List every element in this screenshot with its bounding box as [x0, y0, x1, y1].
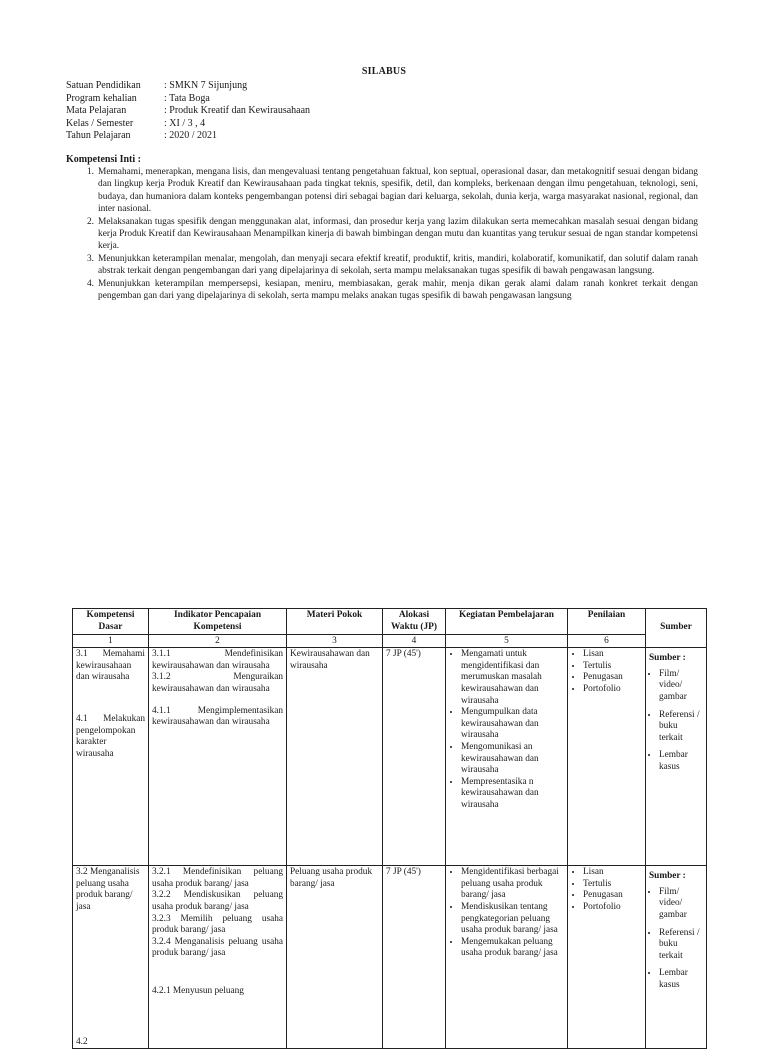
ki-item — [66, 216, 698, 253]
kd-cell — [73, 866, 149, 1049]
ki-text: Memahami, menerapkan, mengana lisis, dan mengevaluasi tentang pengetahuan faktual, kon septual, operasional dasar, dan metakognitif sesuai dengan bidang dan lingkup kerja Produk Kreatif dan Kewirausahaan pada tingkat teknis, spesifik, detil, dan kompleks, berkenaan dengan ilmu pengetahuan, teknologi, seni, budaya, dan humaniora dalam konteks pengembangan potensi diri sebagai bagian dari keluarga, sekolah, dunia kerja, warga masyarakat nasional, regional, dan inter nasional. — [98, 167, 698, 215]
sumber-title: Sumber : — [649, 653, 686, 664]
sumber-item: • Referensi / buku terkait — [659, 928, 703, 963]
sumber-item: • Film/ video/ gambar — [659, 669, 703, 704]
indikator-text: 4.2.1 Menyusun peluang — [152, 985, 244, 996]
sumber-item: • Lembar kasus — [659, 750, 703, 773]
ki-item — [66, 253, 698, 278]
ki-item — [66, 278, 698, 303]
penilaian-cell — [568, 866, 646, 1049]
sumber-item: • Film/ video/ gambar — [659, 887, 703, 922]
meta-row — [66, 80, 310, 93]
kd-text: 3.1 Memahami kewirausahaan dan wirausaha — [76, 649, 145, 683]
kegiatan-cell — [446, 648, 568, 866]
penilaian-cell — [568, 648, 646, 866]
meta-value: : Produk Kreatif dan Kewirausahaan — [164, 105, 311, 117]
ki-item — [66, 166, 698, 216]
meta-label: Tahun Pelajaran — [66, 130, 131, 142]
syllabus-metadata — [66, 80, 310, 143]
column-number: 4 — [383, 635, 446, 648]
meta-value: : XI / 3 , 4 — [164, 117, 206, 129]
column-number: 5 — [446, 635, 568, 648]
column-number: 1 — [73, 635, 149, 648]
meta-row — [66, 118, 310, 131]
header-sumber: Sumber — [646, 609, 707, 648]
ki-number: 3. — [86, 253, 94, 264]
alokasi-cell: 7 JP (45') — [383, 648, 446, 866]
meta-row — [66, 130, 310, 143]
penilaian-item: • Penugasan — [583, 672, 642, 684]
kegiatan-cell — [446, 866, 568, 1049]
kegiatan-list — [449, 649, 564, 811]
indikator-text: 3.2.4 Menganalisis peluang usaha produk barang/ jasa — [152, 936, 283, 959]
kegiatan-item: • Mendiskusikan tentang pengkategorian peluang usaha produk barang/ jasa — [461, 902, 564, 937]
kompetensi-inti-list — [66, 166, 698, 302]
kegiatan-item: • Mengemukakan peluang usaha produk barang/ jasa — [461, 937, 564, 960]
table-row — [73, 648, 707, 866]
indikator-text: 3.2.3 Memilih peluang usaha produk barang/ jasa — [152, 913, 283, 936]
table-row — [73, 866, 707, 1049]
kegiatan-item: • Mengomunikasi an kewirausahawan dan wirausaha — [461, 742, 564, 777]
meta-value: : SMKN 7 Sijunjung — [164, 80, 248, 91]
column-number: 2 — [149, 635, 287, 648]
materi-cell: Kewirausahawan dan wirausaha — [287, 648, 383, 866]
penilaian-item: • Lisan — [583, 867, 642, 879]
ki-text: Menunjukkan keterampilan mempersepsi, kesiapan, meniru, membiasakan, gerak mahir, menja dikan gerak alami dalam ranah konkret terkait dengan pengemban gan dari yang dipelajarinya di sekolah, serta mampu melaks anakan tugas spesifik di bawah pengawasan langsung — [98, 278, 698, 302]
penilaian-list — [571, 867, 642, 913]
syllabus-table — [72, 608, 707, 1049]
sumber-item: • Lembar kasus — [659, 968, 703, 991]
ki-number: 1. — [86, 167, 94, 177]
penilaian-list — [571, 649, 642, 695]
indikator-text: 3.1.1 Mendefinisikan kewirausahawan dan wirausaha — [152, 649, 283, 671]
penilaian-item: • Portofolio — [583, 902, 642, 914]
materi-cell: Peluang usaha produk barang/ jasa — [287, 866, 383, 1049]
penilaian-item: • Tertulis — [583, 879, 642, 891]
kegiatan-list — [449, 867, 564, 960]
document-title: SILABUS — [361, 66, 407, 77]
header-kegiatan: Kegiatan Pembelajaran — [446, 609, 568, 635]
indikator-text: 3.2.2 Mendiskusikan peluang usaha produk barang/ jasa — [152, 890, 283, 912]
column-number: 3 — [287, 635, 383, 648]
header-penilaian: Penilaian — [568, 609, 646, 635]
kd-cell — [73, 648, 149, 866]
header-materi-pokok: Materi Pokok — [287, 609, 383, 635]
column-number: 6 — [568, 635, 646, 648]
column-number-row — [73, 635, 707, 648]
meta-label: Program kehalian — [66, 92, 137, 104]
ki-text: Melaksanakan tugas spesifik dengan menggunakan alat, informasi, dan prosedur kerja yang lazim dilakukan serta memecahkan masalah sesuai dengan bidang kerja Produk Kreatif dan Kewirausahaan Menampilkan kinerja di bawah bimbingan dengan mutu dan kuantitas yang terukur sesuai de ngan standar kompetensi kerja. — [98, 216, 698, 252]
meta-row — [66, 93, 310, 106]
kd-text: 4.2 — [76, 1036, 88, 1047]
penilaian-item: • Tertulis — [583, 661, 642, 673]
kegiatan-item: • Mengidentifikasi berbagai peluang usaha produk barang/ jasa — [461, 867, 564, 902]
meta-label: Kelas / Semester — [66, 117, 134, 129]
penilaian-item: • Lisan — [583, 649, 642, 661]
kegiatan-item: • Mengamati untuk mengidentifikasi dan merumuskan masalah kewirausahawan dan wirausaha — [461, 649, 564, 707]
ki-number: 4. — [86, 278, 94, 289]
sumber-list — [649, 669, 703, 774]
sumber-title: Sumber : — [649, 871, 686, 882]
meta-value: : Tata Boga — [164, 92, 210, 104]
sumber-cell — [646, 866, 707, 1049]
kd-text: 3.2 Menganalisis peluang usaha produk barang/ jasa — [76, 867, 140, 912]
sumber-item: • Referensi / buku terkait — [659, 710, 703, 745]
indikator-cell — [149, 648, 287, 866]
alokasi-cell: 7 JP (45') — [383, 866, 446, 1049]
header-kompetensi-dasar: Kompetensi Dasar — [73, 609, 149, 635]
table-header-row — [73, 609, 707, 635]
kd-text: 4.1 Melakukan pengelompokan karakter wirausaha — [76, 713, 145, 759]
header-indikator: Indikator Pencapaian Kompetensi — [149, 609, 287, 635]
indikator-text: 4.1.1 Mengimplementasikan kewirausahawan dan wirausaha — [152, 705, 283, 728]
penilaian-item: • Portofolio — [583, 684, 642, 696]
meta-value: : 2020 / 2021 — [164, 130, 218, 142]
kegiatan-item: • Mengumpulkan data kewirausahawan dan wirausaha — [461, 707, 564, 742]
penilaian-item: • Penugasan — [583, 890, 642, 902]
meta-label: Satuan Pendidikan — [66, 80, 141, 91]
indikator-text: 3.2.1 Mendefinisikan peluang usaha produk barang/ jasa — [152, 867, 283, 889]
meta-row — [66, 105, 310, 118]
indikator-text: 3.1.2 Menguraikan kewirausahawan dan wirausaha — [152, 672, 283, 694]
sumber-list — [649, 887, 703, 992]
ki-text: Menunjukkan keterampilan menalar, mengolah, dan menyaji secara efektif kreatif, produktif, kritis, mandiri, kolaboratif, komunikatif, dan solutif dalam ranah abstrak terkait dengan pengembangan dari yang dipelajarinya di sekolah, serta mampu melaksanakan tugas spesifik di bawah pengawasan langsung. — [98, 253, 698, 277]
meta-label: Mata Pelajaran — [66, 105, 127, 117]
kegiatan-item: • Mempresentasika n kewirausahawan dan wirausaha — [461, 777, 564, 812]
sumber-cell — [646, 648, 707, 866]
header-alokasi-waktu: Alokasi Waktu (JP) — [383, 609, 446, 635]
kompetensi-inti-heading: Kompetensi Inti : — [66, 154, 141, 165]
indikator-cell — [149, 866, 287, 1049]
ki-number: 2. — [86, 216, 94, 227]
